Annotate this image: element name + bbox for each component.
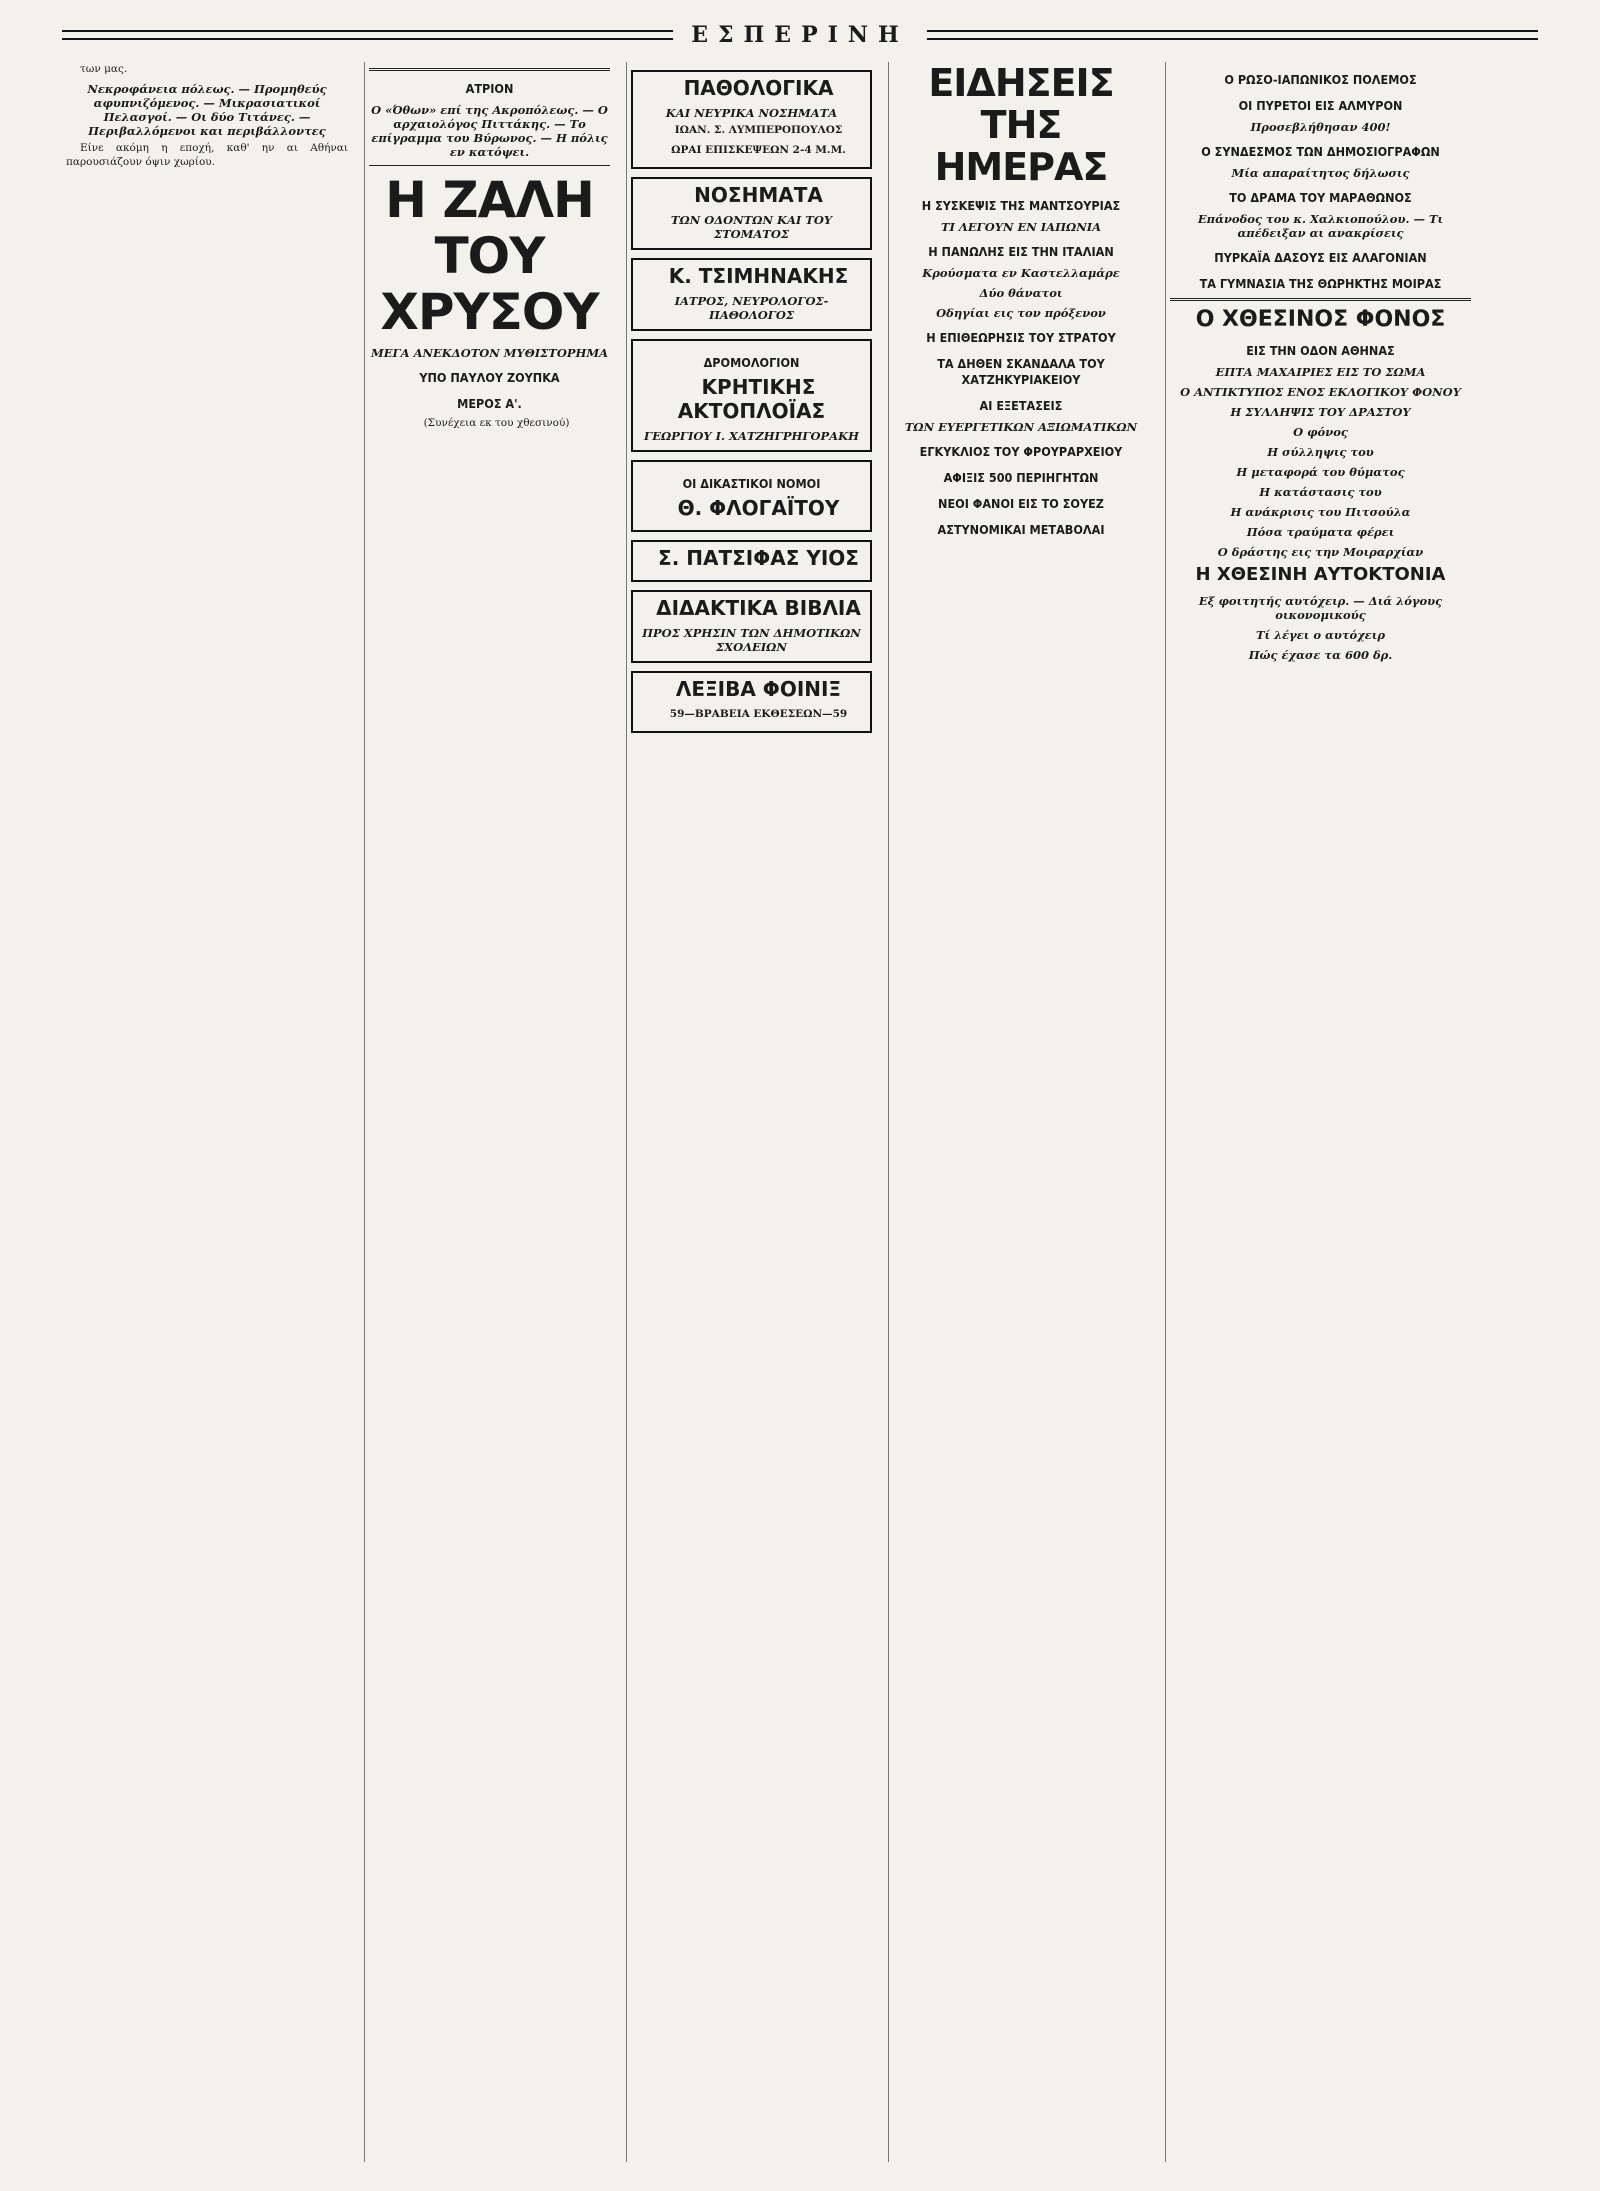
murder-s7: Ο δράστης εις την Μοιραρχίαν — [1217, 545, 1424, 559]
masthead-rule-left — [62, 30, 673, 40]
atrion-subtitle: Ο «Όθων» επί της Ακροπόλεως. — Ο αρχαιολόγος Πιττάκης. — Το επίγραμμα του Βύρωνος. — Η πόλις εν κατόψει. — [371, 103, 608, 159]
ad-dromologion — [631, 339, 872, 452]
murder-s6: Πόσα τραύματα φέρει — [1246, 525, 1395, 539]
murder-s2: Η σύλληψις του — [1267, 445, 1374, 459]
news-h5-sub: ΤΩΝ ΕΥΕΡΓΕΤΙΚΩΝ ΑΞΙΩΜΑΤΙΚΩΝ — [904, 420, 1138, 434]
suicide-s8: Τί λέγει ο αυτόχειρ — [1255, 628, 1385, 642]
news-banner: ΕΙΔΗΣΕΙΣ ΤΗΣ ΗΜΕΡΑΣ — [928, 62, 1114, 189]
murder-heading: Ο ΧΘΕΣΙΝΟΣ ΦΟΝΟΣ — [1195, 307, 1446, 332]
news-h2-sub2: Δύο θάνατοι — [979, 286, 1063, 300]
marathon-sub: Επάνοδος του κ. Χαλκιοπούλου. — Τι απέδειξαν αι ανακρίσεις — [1197, 212, 1444, 240]
dromologion-title: ΔΡΟΜΟΛΟΓΙΟΝ — [703, 355, 800, 370]
news-h3: Η ΕΠΙΘΕΩΡΗΣΙΣ ΤΟΥ ΣΤΡΑΤΟΥ — [926, 330, 1116, 345]
news-h2-sub3: Οδηγίαι εις τον πρόξενον — [936, 306, 1106, 320]
column-4 — [888, 62, 1153, 2162]
journalists-heading: Ο ΣΥΝΔΕΣΜΟΣ ΤΩΝ ΔΗΜΟΣΙΟΓΡΑΦΩΝ — [1201, 144, 1440, 159]
murder-s4: Η κατάστασις του — [1259, 485, 1382, 499]
divider — [369, 165, 610, 166]
novel-author: ΥΠΟ ΠΑΥΛΟΥ ΖΟΥΠΚΑ — [419, 370, 560, 385]
ad-pathologika — [631, 70, 872, 169]
doctor1-hours: ΩΡΑΙ ΕΠΙΣΚΕΨΕΩΝ 2-4 Μ.Μ. — [671, 144, 846, 156]
column-2 — [364, 62, 614, 2162]
fleet-heading: ΤΑ ΓΥΜΝΑΣΙΑ ΤΗΣ ΘΩΡΗΚΤΗΣ ΜΟΙΡΑΣ — [1199, 276, 1442, 291]
fevers-heading: ΟΙ ΠΥΡΕΤΟΙ ΕΙΣ ΑΛΜΥΡΟΝ — [1238, 98, 1403, 113]
novel-title: Η ΖΑΛΗ ΤΟΥ ΧΡΥΣΟΥ — [380, 171, 599, 341]
section-heading: Νεκροφάνεια πόλεως. — Προμηθεύς αφυπνιζόμενος. — Μικρασιατικοί Πελασγοί. — Οι δύο Τιτάνες. — Περιβαλλόμενοι και περιβάλλοντες — [87, 82, 327, 138]
suicide-s9: Πώς έχασε τα 600 δρ. — [1248, 648, 1393, 662]
ad-lexiva — [631, 671, 872, 733]
laws-author: Θ. ΦΛΟΓΑΪΤΟΥ — [677, 496, 840, 520]
ad-nosimata — [631, 177, 872, 250]
column-3 — [626, 62, 876, 2162]
books-subtitle: ΠΡΟΣ ΧΡΗΣΙΝ ΤΩΝ ΔΗΜΟΤΙΚΩΝ ΣΧΟΛΕΙΩΝ — [642, 626, 861, 654]
columns — [62, 62, 1538, 2162]
doctor1-name: ΙΩΑΝ. Σ. ΛΥΜΠΕΡΟΠΟΥΛΟΣ — [674, 124, 843, 136]
column-1 — [62, 62, 352, 2162]
column-5 — [1165, 62, 1475, 2162]
ad-laws — [631, 460, 872, 532]
ad-tsiminakis — [631, 258, 872, 331]
divider — [369, 68, 610, 71]
lexiva-prize: 59—ΒΡΑΒΕΙΑ ΕΚΘΕΣΕΩΝ—59 — [669, 708, 848, 720]
murder-heading-b: ΕΙΣ ΤΗΝ ΟΔΟΝ ΑΘΗΝΑΣ — [1246, 343, 1395, 358]
masthead — [62, 18, 1538, 52]
masthead-title: ΕΣΠΕΡΙΝΗ — [691, 22, 909, 48]
news-h7: ΑΦΙΞΙΣ 500 ΠΕΡΙΗΓΗΤΩΝ — [943, 470, 1099, 485]
fevers-sub: Προσεβλήθησαν 400! — [1250, 120, 1391, 134]
fire-heading: ΠΥΡΚΑΪΑ ΔΑΣΟΥΣ ΕΙΣ ΑΛΑΓΟΝΙΑΝ — [1214, 250, 1427, 265]
news-h2: Η ΠΑΝΩΛΗΣ ΕΙΣ ΤΗΝ ΙΤΑΛΙΑΝ — [928, 244, 1114, 259]
news-h4: ΤΑ ΔΗΘΕΝ ΣΚΑΝΔΑΛΑ ΤΟΥ ΧΑΤΖΗΚΥΡΙΑΚΕΙΟΥ — [937, 356, 1105, 387]
divider — [1170, 298, 1471, 301]
suicide-sub: Εξ φοιτητής αυτόχειρ. — Διά λόγους οικονομικούς — [1198, 594, 1443, 622]
novel-subtitle: ΜΕΓΑ ΑΝΕΚΔΟΤΟΝ ΜΥΘΙΣΤΟΡΗΜΑ — [370, 346, 609, 360]
news-h1: Η ΣΥΣΚΕΨΙΣ ΤΗΣ ΜΑΝΤΣΟΥΡΙΑΣ — [921, 198, 1121, 213]
doctor2-title: ΙΑΤΡΟΣ, ΝΕΥΡΟΛΟΓΟΣ-ΠΑΘΟΛΟΓΟΣ — [674, 294, 829, 322]
nosimata-title: ΝΟΣΗΜΑΤΑ — [694, 183, 823, 207]
doctor2-name: Κ. ΤΣΙΜΗΝΑΚΗΣ — [668, 264, 849, 288]
news-h1b: ΤΙ ΛΕΓΟΥΝ ΕΝ ΙΑΠΩΝΙΑ — [940, 220, 1102, 234]
shipping-owner: ΓΕΩΡΓΙΟΥ Ι. ΧΑΤΖΗΓΡΗΓΟΡΑΚΗ — [644, 429, 859, 443]
marathon-heading: ΤΟ ΔΡΑΜΑ ΤΟΥ ΜΑΡΑΘΩΝΟΣ — [1229, 190, 1412, 205]
ad-patsifas — [631, 540, 872, 582]
pathologika-subtitle: ΚΑΙ ΝΕΥΡΙΚΑ ΝΟΣΗΜΑΤΑ — [665, 106, 838, 120]
atrion-title: ΑΤΡΙΟΝ — [465, 81, 514, 96]
patsifas-title: Σ. ΠΑΤΣΙΦΑΣ ΥΙΟΣ — [658, 546, 859, 570]
ad-books — [631, 590, 872, 663]
shipping-title: ΚΡΗΤΙΚΗΣ ΑΚΤΟΠΛΟΪΑΣ — [677, 375, 826, 423]
col1-lead: Είνε ακόμη η εποχή, καθ' ην αι Αθήναι παρουσιάζουν όψιν χωρίου. — [66, 142, 348, 168]
journalists-sub: Μία απαραίτητος δήλωσις — [1231, 166, 1410, 180]
novel-part: ΜΕΡΟΣ Α'. — [457, 396, 522, 411]
murder-s1: Ο φόνος — [1293, 425, 1348, 439]
murder-heading-d: Ο ΑΝΤΙΚΤΥΠΟΣ ΕΝΟΣ ΕΚΛΟΓΙΚΟΥ ΦΟΝΟΥ — [1180, 385, 1461, 399]
opening-tag: των μας. — [80, 63, 128, 75]
suicide-heading: Η ΧΘΕΣΙΝΗ ΑΥΤΟΚΤΟΝΙΑ — [1195, 564, 1446, 585]
laws-title: ΟΙ ΔΙΚΑΣΤΙΚΟΙ ΝΟΜΟΙ — [682, 476, 821, 491]
war-heading: Ο ΡΩΣΟ-ΙΑΠΩΝΙΚΟΣ ΠΟΛΕΜΟΣ — [1224, 72, 1417, 87]
news-h5: ΑΙ ΕΞΕΤΑΣΕΙΣ — [979, 398, 1063, 413]
news-h8: ΝΕΟΙ ΦΑΝΟΙ ΕΙΣ ΤΟ ΣΟΥΕΖ — [938, 496, 1104, 511]
news-h6: ΕΓΚΥΚΛΙΟΣ ΤΟΥ ΦΡΟΥΡΑΡΧΕΙΟΥ — [919, 444, 1123, 459]
col1-body — [66, 175, 348, 269]
masthead-rule-right — [927, 30, 1538, 40]
continued-note: (Συνέχεια εκ του χθεσινού) — [423, 417, 570, 429]
murder-s5: Η ανάκρισις του Πιτσούλα — [1230, 505, 1411, 519]
murder-heading-c: ΕΠΤΑ ΜΑΧΑΙΡΙΕΣ ΕΙΣ ΤΟ ΣΩΜΑ — [1215, 365, 1426, 379]
lexiva-title: ΛΕΞΙΒΑ ΦΟΙΝΙΞ — [675, 677, 842, 701]
news-h9: ΑΣΤΥΝΟΜΙΚΑΙ ΜΕΤΑΒΟΛΑΙ — [937, 522, 1105, 537]
murder-s3: Η μεταφορά του θύματος — [1236, 465, 1405, 479]
books-title: ΔΙΔΑΚΤΙΚΑ ΒΙΒΛΙΑ — [656, 596, 861, 620]
murder-heading-e: Η ΣΥΛΛΗΨΙΣ ΤΟΥ ΔΡΑΣΤΟΥ — [1230, 405, 1411, 419]
news-h2-sub: Κρούσματα εν Καστελλαμάρε — [922, 266, 1120, 280]
pathologika-title: ΠΑΘΟΛΟΓΙΚΑ — [683, 76, 834, 100]
nosimata-subtitle: ΤΩΝ ΟΔΟΝΤΩΝ ΚΑΙ ΤΟΥ ΣΤΟΜΑΤΟΣ — [670, 213, 833, 241]
